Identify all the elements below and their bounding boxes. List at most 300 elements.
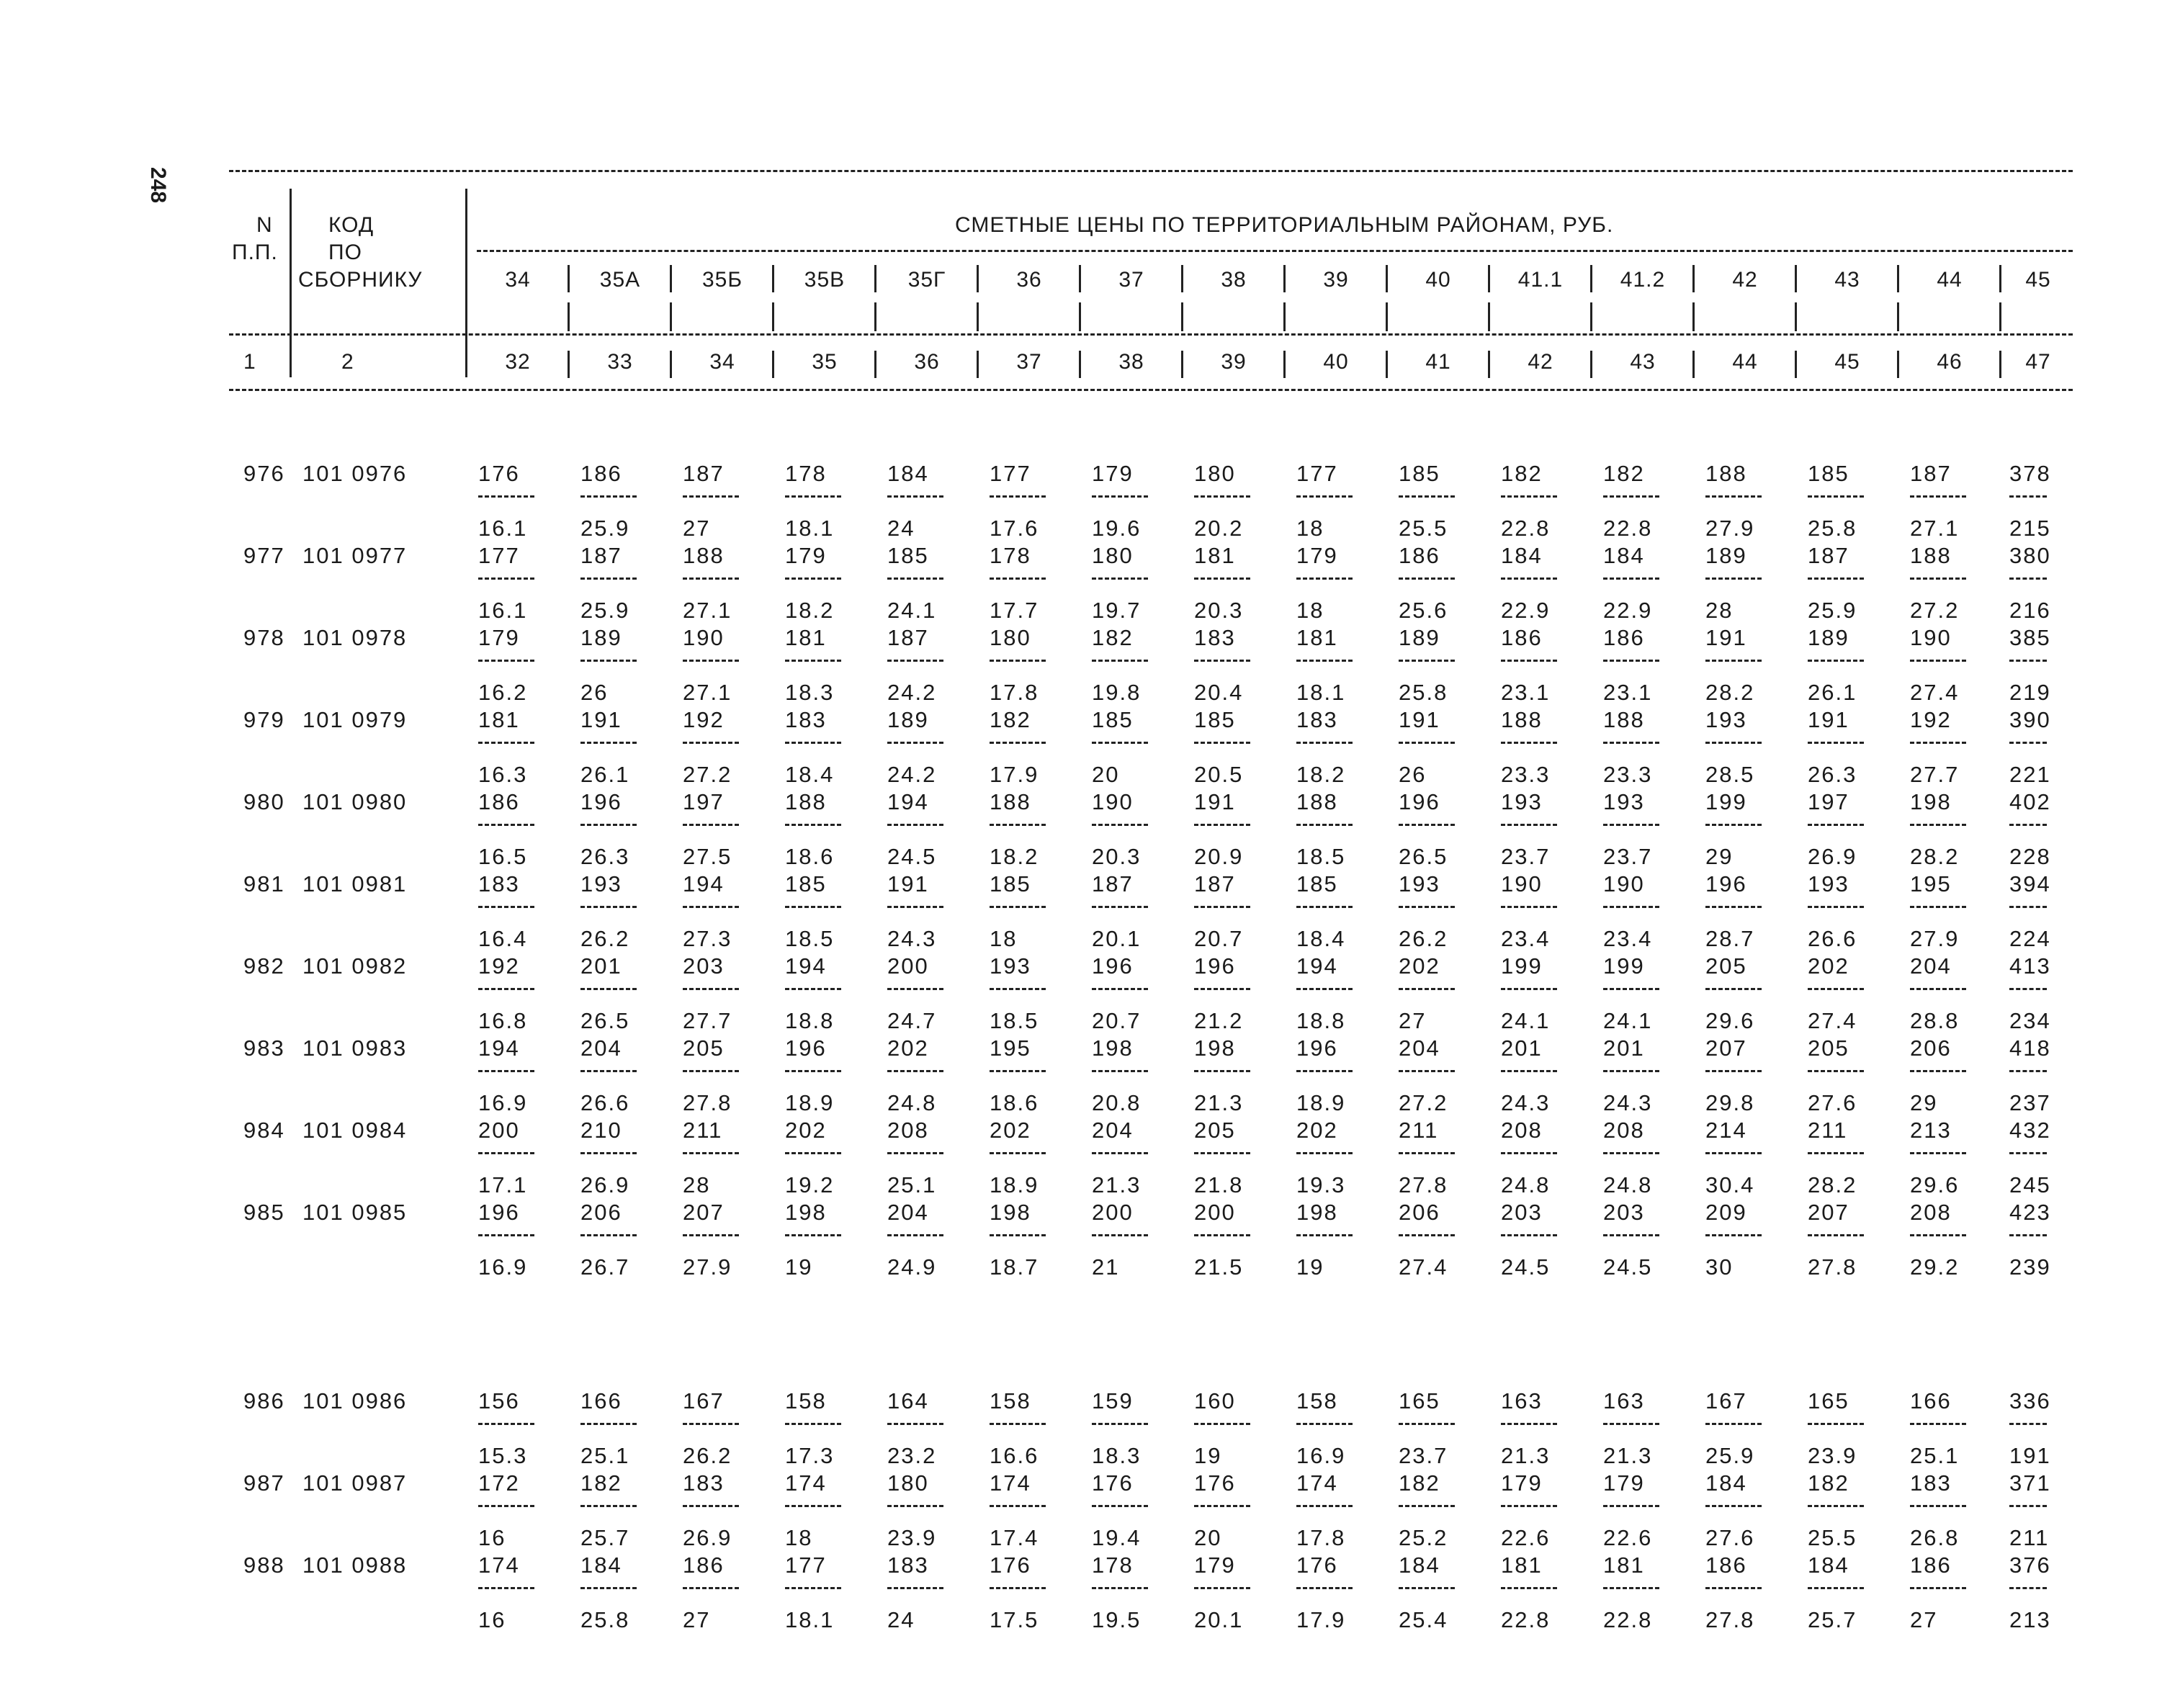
fraction-rule xyxy=(2009,824,2047,826)
row-number: 987 xyxy=(243,1470,285,1496)
price-value: 17.9 xyxy=(990,762,1039,787)
price-value: 26.8 xyxy=(1910,1525,1960,1550)
price-value: 166 xyxy=(580,1388,622,1413)
price-value: 184 xyxy=(1501,543,1543,568)
price-value: 213 xyxy=(2009,1607,2051,1632)
price-value: 24.2 xyxy=(887,680,937,705)
price-value: 22.6 xyxy=(1501,1525,1551,1550)
fraction-rule xyxy=(1092,660,1148,662)
fraction-rule xyxy=(1399,1505,1455,1507)
price-value: 208 xyxy=(887,1118,929,1143)
price-value: 20.3 xyxy=(1194,598,1244,623)
price-value: 190 xyxy=(1603,871,1645,896)
price-value: 27.4 xyxy=(1910,680,1960,705)
price-value: 26.3 xyxy=(580,844,630,869)
price-value: 18.3 xyxy=(1092,1443,1142,1468)
price-value: 18 xyxy=(785,1525,813,1550)
price-value: 176 xyxy=(1092,1470,1134,1496)
price-value: 198 xyxy=(1092,1035,1134,1061)
price-value: 237 xyxy=(2009,1090,2051,1115)
column-index: 42 xyxy=(1528,350,1553,374)
header-sep-index xyxy=(1181,351,1183,378)
fraction-rule xyxy=(1194,660,1250,662)
header-sep-region xyxy=(874,302,876,331)
fraction-rule xyxy=(683,1423,739,1425)
fraction-rule xyxy=(1808,1505,1864,1507)
price-value: 24 xyxy=(887,1607,915,1632)
price-value: 204 xyxy=(1399,1035,1440,1061)
fraction-rule xyxy=(1603,495,1659,498)
price-value: 204 xyxy=(1092,1118,1134,1143)
fraction-rule xyxy=(1501,742,1557,744)
price-value: 16 xyxy=(478,1607,506,1632)
price-value: 18.2 xyxy=(785,598,835,623)
price-value: 196 xyxy=(1399,789,1440,814)
header-sep-region xyxy=(1590,302,1592,331)
fraction-rule xyxy=(683,1587,739,1589)
price-value: 187 xyxy=(1092,871,1134,896)
fraction-rule xyxy=(1194,1234,1250,1236)
fraction-rule xyxy=(785,742,841,744)
price-value: 21 xyxy=(1092,1254,1120,1280)
fraction-rule xyxy=(1603,824,1659,826)
price-value: 25.8 xyxy=(1808,516,1857,541)
price-value: 158 xyxy=(1296,1388,1338,1413)
price-value: 23.4 xyxy=(1501,926,1551,951)
region-code-header: 35Б xyxy=(701,268,743,292)
fraction-rule xyxy=(2009,660,2047,662)
price-value: 189 xyxy=(1705,543,1747,568)
price-value: 28.5 xyxy=(1705,762,1755,787)
fraction-rule xyxy=(1092,495,1148,498)
fraction-rule xyxy=(1910,988,1966,990)
fraction-rule xyxy=(1194,824,1250,826)
row-code: 101 0984 xyxy=(302,1118,408,1143)
price-value: 180 xyxy=(990,625,1031,650)
column-index: 43 xyxy=(1630,350,1656,374)
price-value: 193 xyxy=(990,953,1031,979)
price-value: 24.5 xyxy=(887,844,937,869)
price-value: 174 xyxy=(785,1470,827,1496)
column-index: 36 xyxy=(914,350,940,374)
fraction-rule xyxy=(1705,1234,1762,1236)
price-value: 390 xyxy=(2009,707,2051,732)
price-value: 27.9 xyxy=(1705,516,1755,541)
price-value: 16.1 xyxy=(478,516,528,541)
price-value: 17.1 xyxy=(478,1172,528,1197)
price-value: 193 xyxy=(580,871,622,896)
price-value: 18.6 xyxy=(990,1090,1039,1115)
price-value: 202 xyxy=(1296,1118,1338,1143)
fraction-rule xyxy=(2009,1070,2047,1072)
price-value: 26.5 xyxy=(580,1008,630,1033)
price-value: 189 xyxy=(887,707,929,732)
fraction-rule xyxy=(990,495,1046,498)
fraction-rule xyxy=(1194,988,1250,990)
price-value: 214 xyxy=(1705,1118,1747,1143)
price-value: 18.9 xyxy=(1296,1090,1346,1115)
fraction-rule xyxy=(1296,1152,1353,1154)
price-value: 22.6 xyxy=(1603,1525,1653,1550)
header-rule-index xyxy=(229,333,2073,336)
header-sep-index xyxy=(772,351,774,378)
region-code-header: 35А xyxy=(599,268,641,292)
price-value: 208 xyxy=(1501,1118,1543,1143)
fraction-rule xyxy=(1910,824,1966,826)
fraction-rule xyxy=(1705,577,1762,580)
price-value: 188 xyxy=(1501,707,1543,732)
price-value: 23.7 xyxy=(1501,844,1551,869)
fraction-rule xyxy=(1705,824,1762,826)
price-value: 23.9 xyxy=(1808,1443,1857,1468)
price-value: 21.3 xyxy=(1603,1443,1653,1468)
row-code: 101 0987 xyxy=(302,1470,408,1496)
price-value: 172 xyxy=(478,1470,520,1496)
fraction-rule xyxy=(683,495,739,498)
price-value: 160 xyxy=(1194,1388,1236,1413)
price-value: 28.7 xyxy=(1705,926,1755,951)
price-value: 19.7 xyxy=(1092,598,1142,623)
fraction-rule xyxy=(785,577,841,580)
price-value: 191 xyxy=(1705,625,1747,650)
fraction-rule xyxy=(1808,1234,1864,1236)
column-index: 38 xyxy=(1118,350,1144,374)
header-sep-region xyxy=(977,265,979,292)
header-sep-region xyxy=(1795,265,1797,292)
fraction-rule xyxy=(1399,1587,1455,1589)
price-value: 23.4 xyxy=(1603,926,1653,951)
price-value: 27.6 xyxy=(1705,1525,1755,1550)
row-code: 101 0981 xyxy=(302,871,408,896)
price-value: 186 xyxy=(1603,625,1645,650)
price-value: 185 xyxy=(887,543,929,568)
price-value: 24.1 xyxy=(1501,1008,1551,1033)
price-value: 29 xyxy=(1705,844,1734,869)
fraction-rule xyxy=(1194,1423,1250,1425)
row-number: 980 xyxy=(243,789,285,814)
price-value: 16.5 xyxy=(478,844,528,869)
row-number: 982 xyxy=(243,953,285,979)
price-value: 28 xyxy=(683,1172,711,1197)
price-value: 177 xyxy=(785,1552,827,1578)
col-kod-header: СБОРНИКУ xyxy=(298,268,423,292)
fraction-rule xyxy=(1501,660,1557,662)
column-index: 34 xyxy=(709,350,735,374)
price-value: 188 xyxy=(1705,461,1747,486)
header-sep-region xyxy=(670,302,672,331)
price-value: 21.2 xyxy=(1194,1008,1244,1033)
header-rule-bottom xyxy=(229,389,2073,391)
price-value: 29.2 xyxy=(1910,1254,1960,1280)
price-value: 23.7 xyxy=(1399,1443,1448,1468)
fraction-rule xyxy=(1808,1070,1864,1072)
fraction-rule xyxy=(1808,660,1864,662)
price-value: 18.4 xyxy=(1296,926,1346,951)
price-value: 16.9 xyxy=(478,1254,528,1280)
fraction-rule xyxy=(887,988,943,990)
price-value: 182 xyxy=(1603,461,1645,486)
fraction-rule xyxy=(1092,1505,1148,1507)
price-value: 186 xyxy=(1910,1552,1952,1578)
price-value: 22.8 xyxy=(1501,1607,1551,1632)
price-value: 194 xyxy=(478,1035,520,1061)
price-value: 206 xyxy=(1399,1200,1440,1225)
price-value: 23.3 xyxy=(1501,762,1551,787)
row-number: 983 xyxy=(243,1035,285,1061)
price-value: 19 xyxy=(1194,1443,1222,1468)
price-value: 182 xyxy=(580,1470,622,1496)
price-value: 25.5 xyxy=(1399,516,1448,541)
price-value: 28 xyxy=(1705,598,1734,623)
fraction-rule xyxy=(1705,1505,1762,1507)
price-value: 19.3 xyxy=(1296,1172,1346,1197)
price-value: 185 xyxy=(1399,461,1440,486)
fraction-rule xyxy=(887,1587,943,1589)
column-index: 40 xyxy=(1323,350,1349,374)
price-value: 27.8 xyxy=(1705,1607,1755,1632)
region-code-header: 37 xyxy=(1118,268,1144,292)
price-value: 18.5 xyxy=(1296,844,1346,869)
fraction-rule xyxy=(1910,1423,1966,1425)
price-value: 165 xyxy=(1808,1388,1849,1413)
fraction-rule xyxy=(2009,1505,2047,1507)
price-value: 25.1 xyxy=(1910,1443,1960,1468)
price-value: 180 xyxy=(887,1470,929,1496)
column-index: 47 xyxy=(2025,350,2051,374)
row-number: 978 xyxy=(243,625,285,650)
price-value: 204 xyxy=(580,1035,622,1061)
fraction-rule xyxy=(887,824,943,826)
fraction-rule xyxy=(580,1587,637,1589)
price-value: 27.9 xyxy=(683,1254,732,1280)
price-value: 23.7 xyxy=(1603,844,1653,869)
fraction-rule xyxy=(1910,1234,1966,1236)
fraction-rule xyxy=(2009,1152,2047,1154)
price-value: 186 xyxy=(580,461,622,486)
fraction-rule xyxy=(1296,906,1353,908)
price-value: 200 xyxy=(887,953,929,979)
price-value: 21.5 xyxy=(1194,1254,1244,1280)
price-value: 20.3 xyxy=(1092,844,1142,869)
price-value: 25.9 xyxy=(1705,1443,1755,1468)
row-code: 101 0978 xyxy=(302,625,408,650)
header-sep-index xyxy=(1283,351,1286,378)
price-value: 27.1 xyxy=(683,598,732,623)
price-value: 423 xyxy=(2009,1200,2051,1225)
price-value: 199 xyxy=(1501,953,1543,979)
price-value: 174 xyxy=(990,1470,1031,1496)
price-value: 185 xyxy=(1296,871,1338,896)
fraction-rule xyxy=(1194,742,1250,744)
header-sep-index xyxy=(1897,351,1899,378)
fraction-rule xyxy=(580,660,637,662)
price-value: 201 xyxy=(580,953,622,979)
price-value: 26.6 xyxy=(580,1090,630,1115)
fraction-rule xyxy=(1808,906,1864,908)
price-value: 24.9 xyxy=(887,1254,937,1280)
fraction-rule xyxy=(580,577,637,580)
fraction-rule xyxy=(580,824,637,826)
price-value: 202 xyxy=(990,1118,1031,1143)
price-value: 17.6 xyxy=(990,516,1039,541)
header-sep-region xyxy=(1283,265,1286,292)
price-value: 27 xyxy=(683,1607,711,1632)
row-number: 979 xyxy=(243,707,285,732)
price-value: 402 xyxy=(2009,789,2051,814)
price-value: 208 xyxy=(1603,1118,1645,1143)
price-value: 26.2 xyxy=(580,926,630,951)
fraction-rule xyxy=(2009,988,2047,990)
price-value: 189 xyxy=(580,625,622,650)
price-value: 20.7 xyxy=(1194,926,1244,951)
row-number: 976 xyxy=(243,461,285,486)
header-sep-kod xyxy=(465,189,467,377)
header-sep-index xyxy=(1795,351,1797,378)
price-value: 23.1 xyxy=(1501,680,1551,705)
header-sep-region xyxy=(1999,265,2001,292)
row-code: 101 0983 xyxy=(302,1035,408,1061)
fraction-rule xyxy=(1603,1234,1659,1236)
price-value: 19.2 xyxy=(785,1172,835,1197)
header-sep-index xyxy=(1386,351,1388,378)
header-sep-region xyxy=(1897,302,1899,331)
price-value: 184 xyxy=(1705,1470,1747,1496)
fraction-rule xyxy=(478,988,534,990)
price-value: 188 xyxy=(683,543,725,568)
price-value: 199 xyxy=(1603,953,1645,979)
price-value: 187 xyxy=(683,461,725,486)
fraction-rule xyxy=(887,1070,943,1072)
price-value: 27.6 xyxy=(1808,1090,1857,1115)
price-value: 177 xyxy=(1296,461,1338,486)
price-value: 208 xyxy=(1910,1200,1952,1225)
fraction-rule xyxy=(1399,1423,1455,1425)
fraction-rule xyxy=(1501,906,1557,908)
fraction-rule xyxy=(1296,742,1353,744)
price-value: 27.1 xyxy=(683,680,732,705)
price-value: 27 xyxy=(683,516,711,541)
price-value: 193 xyxy=(1705,707,1747,732)
row-code: 101 0976 xyxy=(302,461,408,486)
price-value: 184 xyxy=(580,1552,622,1578)
price-value: 385 xyxy=(2009,625,2051,650)
fraction-rule xyxy=(683,660,739,662)
region-code-header: 40 xyxy=(1425,268,1451,292)
fraction-rule xyxy=(478,1152,534,1154)
price-value: 181 xyxy=(1501,1552,1543,1578)
fraction-rule xyxy=(1296,824,1353,826)
price-value: 28.2 xyxy=(1910,844,1960,869)
fraction-rule xyxy=(1603,1152,1659,1154)
fraction-rule xyxy=(1910,495,1966,498)
price-value: 187 xyxy=(1910,461,1952,486)
price-value: 203 xyxy=(1603,1200,1645,1225)
price-value: 28.2 xyxy=(1808,1172,1857,1197)
row-number: 986 xyxy=(243,1388,285,1413)
fraction-rule xyxy=(990,906,1046,908)
fraction-rule xyxy=(478,742,534,744)
fraction-rule xyxy=(1910,1587,1966,1589)
price-value: 188 xyxy=(1296,789,1338,814)
fraction-rule xyxy=(1910,1152,1966,1154)
header-sep-region xyxy=(1692,265,1695,292)
header-sep-index xyxy=(874,351,876,378)
price-value: 20.1 xyxy=(1194,1607,1244,1632)
price-value: 187 xyxy=(1194,871,1236,896)
region-code-header: 44 xyxy=(1937,268,1963,292)
fraction-rule xyxy=(990,824,1046,826)
header-sep-region xyxy=(1386,302,1388,331)
fraction-rule xyxy=(1705,495,1762,498)
price-value: 196 xyxy=(580,789,622,814)
price-value: 203 xyxy=(683,953,725,979)
fraction-rule xyxy=(1501,988,1557,990)
fraction-rule xyxy=(1194,1587,1250,1589)
header-sep-region xyxy=(568,265,570,292)
price-value: 16.9 xyxy=(1296,1443,1346,1468)
fraction-rule xyxy=(1194,1505,1250,1507)
price-value: 190 xyxy=(1910,625,1952,650)
price-value: 177 xyxy=(478,543,520,568)
price-value: 194 xyxy=(887,789,929,814)
price-value: 159 xyxy=(1092,1388,1134,1413)
price-value: 16.1 xyxy=(478,598,528,623)
fraction-rule xyxy=(2009,742,2047,744)
price-value: 24.5 xyxy=(1603,1254,1653,1280)
price-value: 17.4 xyxy=(990,1525,1039,1550)
fraction-rule xyxy=(785,1587,841,1589)
fraction-rule xyxy=(990,660,1046,662)
price-value: 25.4 xyxy=(1399,1607,1448,1632)
fraction-rule xyxy=(1092,1152,1148,1154)
price-value: 206 xyxy=(1910,1035,1952,1061)
price-value: 184 xyxy=(887,461,929,486)
price-value: 26 xyxy=(1399,762,1427,787)
price-value: 205 xyxy=(683,1035,725,1061)
price-value: 184 xyxy=(1603,543,1645,568)
fraction-rule xyxy=(1092,577,1148,580)
price-value: 213 xyxy=(1910,1118,1952,1143)
fraction-rule xyxy=(785,988,841,990)
table-title: СМЕТНЫЕ ЦЕНЫ ПО ТЕРРИТОРИАЛЬНЫМ РАЙОНАМ, РУБ. xyxy=(955,213,1614,237)
price-value: 413 xyxy=(2009,953,2051,979)
column-index: 37 xyxy=(1016,350,1042,374)
price-value: 17.7 xyxy=(990,598,1039,623)
price-value: 196 xyxy=(1705,871,1747,896)
page-number: 248 xyxy=(146,167,170,204)
price-value: 24.5 xyxy=(1501,1254,1551,1280)
column-index: 33 xyxy=(607,350,633,374)
fraction-rule xyxy=(1296,1070,1353,1072)
fraction-rule xyxy=(1399,660,1455,662)
price-value: 20.7 xyxy=(1092,1008,1142,1033)
column-index: 1 xyxy=(243,350,256,374)
fraction-rule xyxy=(990,742,1046,744)
fraction-rule xyxy=(1910,1070,1966,1072)
fraction-rule xyxy=(1296,577,1353,580)
fraction-rule xyxy=(580,1070,637,1072)
price-value: 182 xyxy=(990,707,1031,732)
price-value: 179 xyxy=(1603,1470,1645,1496)
price-value: 185 xyxy=(1194,707,1236,732)
price-value: 15.3 xyxy=(478,1443,528,1468)
price-value: 27.1 xyxy=(1910,516,1960,541)
price-value: 193 xyxy=(1808,871,1849,896)
price-value: 18.9 xyxy=(785,1090,835,1115)
price-value: 18.1 xyxy=(785,516,835,541)
fraction-rule xyxy=(580,906,637,908)
price-value: 24.3 xyxy=(887,926,937,951)
